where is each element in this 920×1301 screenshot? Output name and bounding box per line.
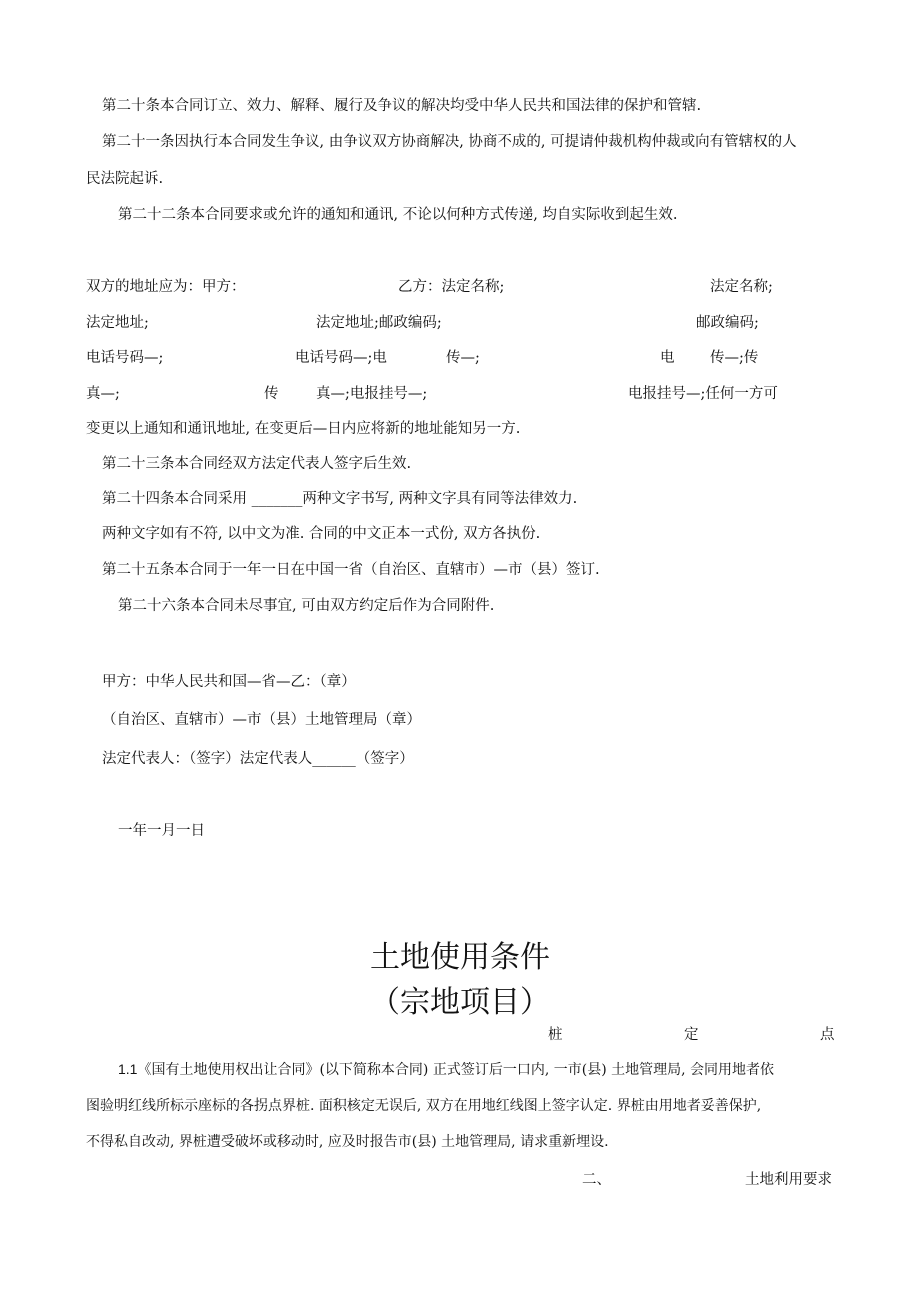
address-row-2-a: 法定地址; bbox=[86, 315, 149, 331]
address-row-4-d: 电报挂号—;任何一方可 bbox=[628, 386, 778, 402]
clause-24-b: 两种文字如有不符, 以中文为准. 合同的中文正本一式份, 双方各执份. bbox=[102, 526, 541, 542]
signature-date: 一年一月一日 bbox=[118, 823, 205, 839]
clause-26: 第二十六条本合同未尽事宜, 可由双方约定后作为合同附件. bbox=[118, 598, 495, 614]
address-row-1-b: 乙方：法定名称; bbox=[398, 279, 505, 295]
address-row-2-c: 邮政编码; bbox=[696, 315, 759, 331]
heading-1-char-2: 定 bbox=[684, 1027, 699, 1043]
clause-21-line-2: 民法院起诉. bbox=[86, 171, 164, 187]
clause-25: 第二十五条本合同于一年一日在中国一省（自治区、直辖市）—市（县）签订. bbox=[102, 562, 600, 578]
clause-23: 第二十三条本合同经双方法定代表人签字后生效. bbox=[102, 456, 412, 472]
address-row-5: 变更以上通知和通讯地址, 在变更后—日内应将新的地址能知另一方. bbox=[86, 421, 521, 437]
heading-2-text: 土地利用要求 bbox=[745, 1172, 832, 1188]
address-row-4-a: 真—; bbox=[86, 386, 120, 402]
clause-21-line-1: 第二十一条因执行本合同发生争议, 由争议双方协商解决, 协商不成的, 可提请仲裁机构仲裁或向有管辖权的人 bbox=[102, 134, 797, 150]
address-row-4-c: 真—;电报挂号—; bbox=[316, 386, 428, 402]
address-row-1-a: 双方的地址应为：甲方： bbox=[86, 279, 246, 295]
paragraph-1-1-text: 《国有土地使用权出让合同》(以下简称本合同) 正式签订后一口内, 一市(县) 土地管理局, 会同用地者依 bbox=[137, 1062, 775, 1078]
paragraph-1-1-line-2: 图验明红线所标示座标的各拐点界桩. 面积核定无误后, 双方在用地红线图上签字认定. 界桩由用地者妥善保护, bbox=[86, 1098, 762, 1114]
address-row-3-c: 传—; bbox=[446, 350, 480, 366]
paragraph-1-1-line-3: 不得私自改动, 界桩遭受破坏或移动时, 应及时报告市(县) 土地管理局, 请求重新埋设. bbox=[86, 1134, 609, 1150]
signature-line-3: 法定代表人：（签字）法定代表人______（签字） bbox=[102, 751, 414, 767]
heading-2-number: 二、 bbox=[582, 1172, 611, 1188]
clause-22: 第二十二条本合同要求或允许的通知和通讯, 不论以何种方式传递, 均自实际收到起生效. bbox=[118, 207, 678, 223]
clause-24: 第二十四条本合同采用 _______两种文字书写, 两种文字具有同等法律效力. bbox=[102, 491, 578, 507]
address-row-3-e: 传—;传 bbox=[710, 350, 759, 366]
signature-line-1: 甲方：中华人民共和国—省—乙：（章） bbox=[102, 674, 356, 690]
signature-line-2: （自治区、直辖市）—市（县）土地管理局（章） bbox=[102, 712, 421, 728]
address-row-3-d: 电 bbox=[660, 350, 675, 366]
paragraph-number: 1.1 bbox=[118, 1061, 138, 1077]
address-row-1-c: 法定名称; bbox=[710, 279, 773, 295]
address-row-2-b: 法定地址;邮政编码; bbox=[316, 315, 442, 331]
heading-1-char-3: 点 bbox=[820, 1027, 835, 1043]
address-row-3-a: 电话号码—; bbox=[86, 350, 164, 366]
address-row-4-b: 传 bbox=[264, 386, 279, 402]
clause-20: 第二十条本合同订立、效力、解释、履行及争议的解决均受中华人民共和国法律的保护和管辖. bbox=[102, 98, 702, 114]
heading-1-char-1: 桩 bbox=[548, 1027, 563, 1043]
address-row-3-b: 电话号码—;电 bbox=[295, 350, 387, 366]
paragraph-1-1-line-1 bbox=[118, 1060, 774, 1079]
appendix-title: 土地使用条件 bbox=[370, 940, 550, 975]
appendix-subtitle: （宗地项目） bbox=[370, 985, 550, 1020]
